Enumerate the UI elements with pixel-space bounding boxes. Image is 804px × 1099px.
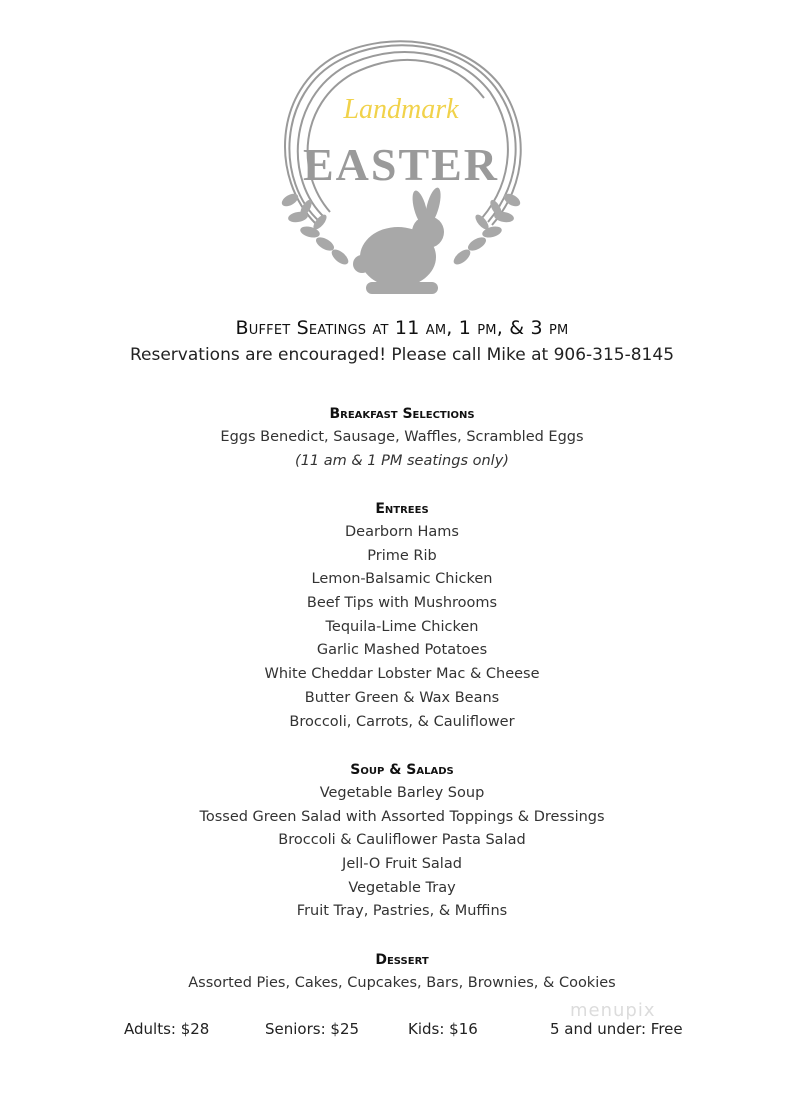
section-title: Breakfast Selections — [329, 406, 475, 422]
menu-item: Dearborn Hams — [345, 524, 459, 540]
menu-item: Garlic Mashed Potatoes — [316, 642, 488, 659]
price-kids: Kids: $16 — [408, 1020, 478, 1038]
wreath-icon — [285, 41, 521, 225]
menu-item: Jell-O Fruit Salad — [342, 856, 462, 873]
watermark-text: menupix — [570, 1000, 656, 1021]
seatings-headline: Buffet Seatings at 11 am, 1 pm, & 3 pm — [235, 317, 569, 339]
menu-item: Eggs Benedict, Sausage, Waffles, Scrambled Eggs — [220, 429, 584, 445]
section-title: Dessert — [375, 952, 429, 968]
price-under-five: 5 and under: Free — [550, 1020, 683, 1038]
price-seniors: Seniors: $25 — [265, 1020, 360, 1038]
menu-item: Prime Rib — [367, 547, 437, 564]
seating-note: (11 am & 1 PM seatings only) — [295, 452, 509, 469]
menu-item: Beef Tips with Mushrooms — [306, 595, 498, 612]
section-entrees — [0, 497, 804, 734]
menu-item: White Cheddar Lobster Mac & Cheese — [264, 666, 540, 683]
menu-item: Assorted Pies, Cakes, Cupcakes, Bars, Brownies, & Cookies — [188, 975, 616, 991]
logo-easter-text: EASTER — [302, 139, 500, 190]
menu-item: Broccoli & Cauliflower Pasta Salad — [278, 832, 526, 849]
section-title: Soup & Salads — [350, 762, 454, 778]
menu-item: Butter Green & Wax Beans — [304, 689, 500, 706]
bunny-icon — [353, 186, 444, 294]
menu-item: Lemon-Balsamic Chicken — [311, 571, 493, 588]
section-soup-salads — [0, 758, 804, 924]
menu-item: Fruit Tray, Pastries, & Muffins — [296, 903, 508, 920]
price-adults: Adults: $28 — [124, 1020, 210, 1038]
reservations-line: Reservations are encouraged! Please call Mike at 906-315-8145 — [129, 345, 675, 365]
section-dessert — [0, 948, 804, 996]
section-title: Entrees — [375, 501, 429, 517]
landmark-easter-logo — [270, 32, 532, 300]
menu-item: Tequila-Lime Chicken — [325, 618, 479, 635]
menu-item: Vegetable Barley Soup — [319, 785, 485, 801]
section-breakfast — [0, 402, 804, 473]
menu-item: Tossed Green Salad with Assorted Toppings & Dressings — [199, 808, 605, 825]
logo-script-text: Landmark — [343, 94, 459, 125]
menu-item: Broccoli, Carrots, & Cauliflower — [289, 713, 515, 730]
menu-item: Vegetable Tray — [348, 879, 456, 896]
